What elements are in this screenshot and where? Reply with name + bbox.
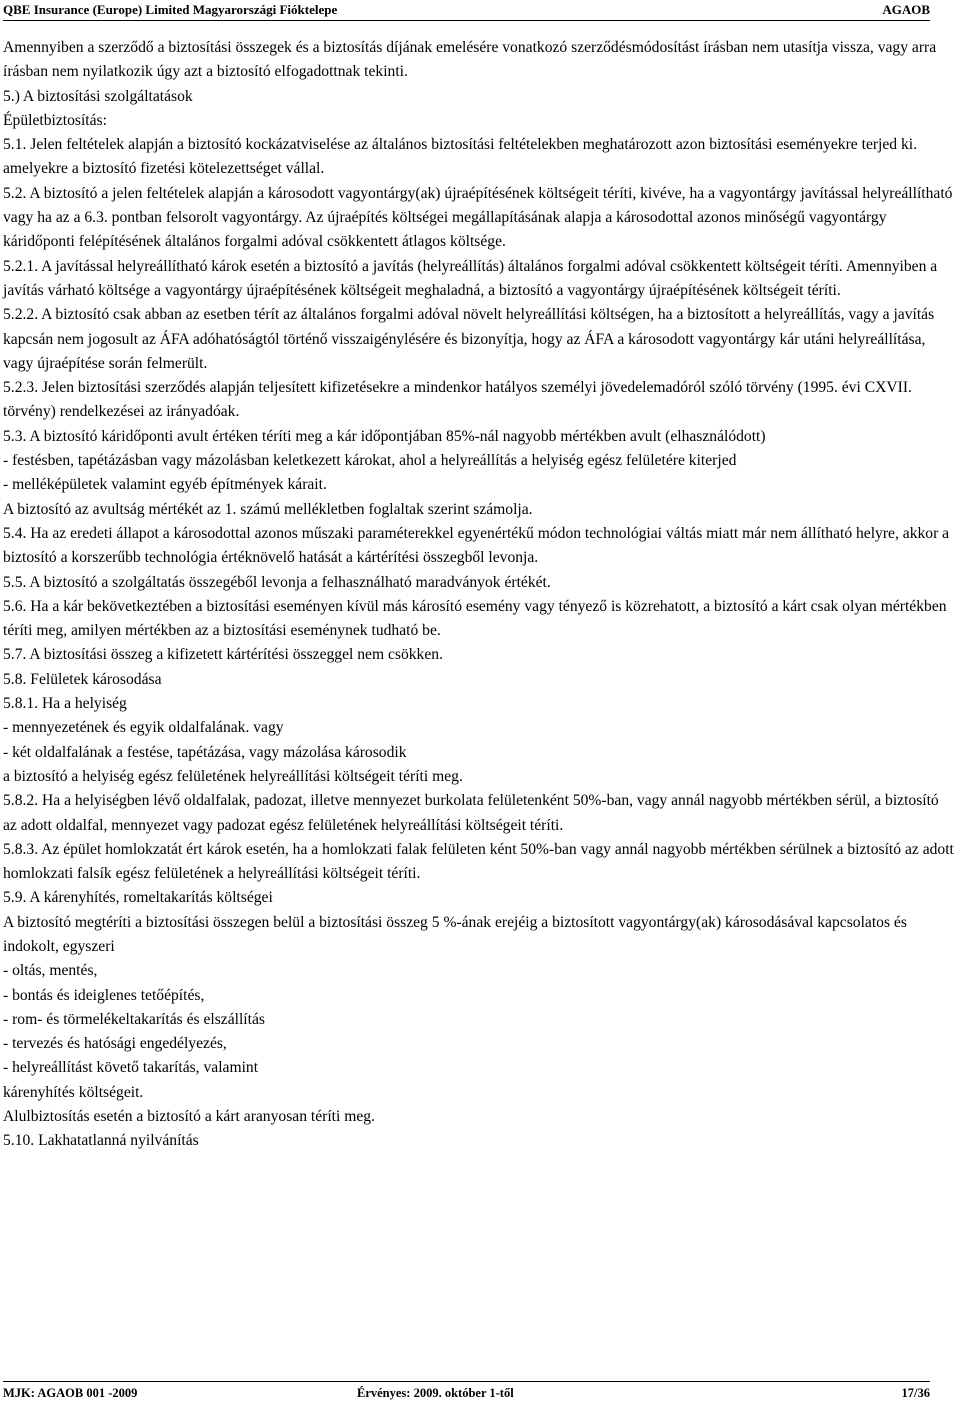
document-id: MJK: AGAOB 001 -2009 — [3, 1386, 138, 1400]
list-item: - két oldalfalának a festése, tapétázása, vagy mázolása károsodik — [3, 743, 407, 761]
page-header — [3, 0, 930, 20]
paragraph: 5.3. A biztosító káridőponti avult értéken téríti meg a kár időpontjában 85%-nál nagyobb mértékben avult (elhasználódott) — [3, 427, 766, 445]
paragraph: 5.8.1. Ha a helyiség — [3, 695, 127, 713]
paragraph: 5.7. A biztosítási összeg a kifizetett kártérítési összeggel nem csökken. — [3, 646, 443, 664]
document-code: AGAOB — [882, 2, 930, 17]
paragraph: 5.6. Ha a kár bekövetkeztében a biztosítási eseményen kívül más károsító esemény vagy tényező is közrehatott, a biztosító a kárt csak olyan mértékben téríti meg, amilyen mértékben az a biztosítási eseménynek tudható be. — [3, 597, 947, 640]
paragraph: 5.8.2. Ha a helyiségben lévő oldalfalak, padozat, illetve mennyezet burkolata felületenként 50%-ban, vagy annál nagyobb mértékben sérül, a biztosító az adott oldalfal, mennyezet vagy padozat egész felületének helyreállítási költségeit téríti. — [3, 792, 939, 834]
paragraph: 5.2.3. Jelen biztosítási szerződés alapján teljesített kifizetésekre a mindenkor hatályos személyi jövedelemadóról szóló törvény (1995. évi CXVII. törvény) rendelkezései az irányadóak. — [3, 379, 912, 421]
paragraph: 5.4. Ha az eredeti állapot a károsodottal azonos műszaki paraméterekkel egyenértékű módon technológiai váltás miatt már nem állítható helyre, akkor a biztosító a korszerűbb technológia értéknövelő hatását a kártérítési összegből levonja. — [3, 524, 950, 567]
list-item: - melléképületek valamint egyéb építmények kárait. — [3, 476, 327, 494]
paragraph: Alulbiztosítás esetén a biztosító a kárt aranyosan téríti meg. — [3, 1108, 375, 1126]
list-item: - tervezés és hatósági engedélyezés, — [3, 1035, 227, 1053]
list-item: - festésben, tapétázásban vagy mázolásban keletkezett károkat, ahol a helyreállítás a helyiség egész felületére kiterjed — [3, 452, 737, 470]
section-heading: 5.) A biztosítási szolgáltatások — [3, 87, 193, 105]
subsection-heading: Épületbiztosítás: — [3, 111, 107, 129]
section-heading: 5.9. A kárenyhítés, romeltakarítás költségei — [3, 889, 273, 907]
paragraph: 5.2.2. A biztosító csak abban az esetben térít az általános forgalmi adóval növelt helyreállítási költségen, ha a biztosított a helyreállítás, vagy a javítás kapcsán nem jogosult az ÁFA adóhatóságtól történő visszaigénylésére és bizonyítja, hogy az ÁFA a károsodott vagyontárgy kár utáni helyreállítása, vagy újraépítése során felmerült. — [3, 306, 935, 372]
company-name: QBE Insurance (Europe) Limited Magyarországi Fióktelepe — [3, 2, 338, 17]
list-item: - oltás, mentés, — [3, 962, 98, 980]
paragraph: 5.2. A biztosító a jelen feltételek alapján a károsodott vagyontárgy(ak) újraépítésének költségeit téríti, kivéve, ha a vagyontárgy javítással helyreállítható vagy ha az a 6.3. pontban felsorolt vagyontárgy. Az újraépítés költségei megállapításának alapja a károsodottal azonos minőségű vagyontárgy káridőponti felépítésének általános forgalmi adóval csökkentett átlagos költsége. — [3, 184, 953, 251]
paragraph: a biztosító a helyiség egész felületének helyreállítási költségeit téríti meg. — [3, 767, 463, 785]
paragraph: A biztosító az avultság mértékét az 1. számú mellékletben foglaltak szerint számolja. — [3, 500, 533, 518]
list-item: - rom- és törmelékeltakarítás és elszállítás — [3, 1010, 265, 1028]
paragraph: 5.2.1. A javítással helyreállítható károk esetén a biztosító a javítás (helyreállítás) általános forgalmi adóval csökkentett költségeit téríti. Amennyiben a javítás várható költsége a vagyontárgy újraépítésének költségeit meghaladná, a biztosító a vagyontárgy újraépítésének költségeit téríti. — [3, 257, 938, 299]
paragraph: 5.1. Jelen feltételek alapján a biztosító kockázatviselése az általános biztosítási feltételekben meghatározott azon biztosítási eseményekre terjed ki. amelyekre a biztosító fizetési kötelezettséget vállal. — [3, 136, 918, 178]
page-number: 17/36 — [901, 1386, 930, 1400]
validity-date: Érvényes: 2009. október 1-től — [357, 1386, 514, 1400]
list-item: - mennyezetének és egyik oldalfalának. vagy — [3, 719, 284, 737]
paragraph: 5.8.3. Az épület homlokzatát ért károk esetén, ha a homlokzati falak felületen ként 50%-ban vagy annál nagyobb mértékben sérülnek a biztosító az adott homlokzati falsík egész felületének a helyreállítási költségeit téríti. — [3, 840, 954, 883]
document-body — [3, 36, 954, 1154]
section-heading: 5.8. Felületek károsodása — [3, 670, 162, 688]
paragraph: kárenyhítés költségeit. — [3, 1083, 144, 1101]
page-footer — [3, 1385, 930, 1403]
section-heading: 5.10. Lakhatatlanná nyilvánítás — [3, 1132, 199, 1150]
header-divider — [3, 20, 930, 21]
list-item: - helyreállítást követő takarítás, valamint — [3, 1059, 259, 1077]
paragraph: A biztosító megtéríti a biztosítási összegen belül a biztosítási összeg 5 %-ának erejéig a biztosított vagyontárgy(ak) károsodásával kapcsolatos és indokolt, egyszeri — [3, 913, 907, 955]
paragraph: 5.5. A biztosító a szolgáltatás összegéből levonja a felhasználható maradványok értékét. — [3, 573, 551, 591]
paragraph: Amennyiben a szerződő a biztosítási összegek és a biztosítás díjának emelésére vonatkozó szerződésmódosítást írásban nem utasítja vissza, vagy arra írásban nem nyilatkozik úgy azt a biztosító elfogadottnak tekinti. — [3, 39, 937, 81]
list-item: - bontás és ideiglenes tetőépítés, — [3, 986, 205, 1004]
footer-divider — [3, 1381, 930, 1382]
